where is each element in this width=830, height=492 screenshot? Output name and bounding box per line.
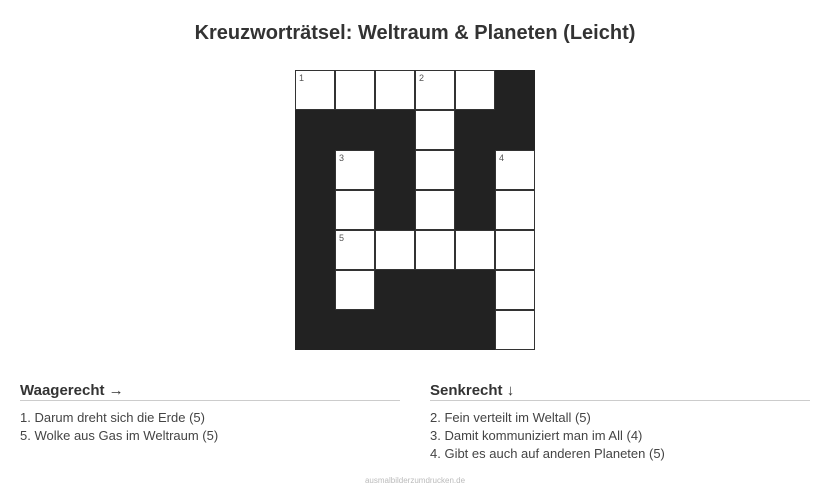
grid-cell[interactable] xyxy=(415,70,455,110)
blocked-cell xyxy=(295,110,335,150)
grid-cell[interactable] xyxy=(375,230,415,270)
clue-number: 3 xyxy=(339,153,345,163)
blocked-cell xyxy=(415,310,455,350)
grid-cell[interactable] xyxy=(495,310,535,350)
blocked-cell xyxy=(335,310,375,350)
blocked-cell xyxy=(295,310,335,350)
clue-item: 2. Fein verteilt im Weltall (5) xyxy=(430,410,591,425)
clue-number: 1 xyxy=(299,73,305,83)
blocked-cell xyxy=(455,270,495,310)
crossword-grid xyxy=(295,70,535,350)
grid-cell[interactable] xyxy=(455,230,495,270)
blocked-cell xyxy=(495,110,535,150)
grid-cell[interactable] xyxy=(295,70,335,110)
grid-cell[interactable] xyxy=(335,270,375,310)
blocked-cell xyxy=(455,310,495,350)
down-clue-list xyxy=(430,409,810,463)
clue-number: 5 xyxy=(339,233,345,243)
grid-cell[interactable] xyxy=(335,230,375,270)
blocked-cell xyxy=(415,270,455,310)
grid-cell[interactable] xyxy=(495,230,535,270)
blocked-cell xyxy=(375,110,415,150)
blocked-cell xyxy=(375,150,415,190)
across-clue-list xyxy=(20,409,400,445)
grid-cell[interactable] xyxy=(375,70,415,110)
clue-number: 4 xyxy=(499,153,505,163)
clue-item: 4. Gibt es auch auf anderen Planeten (5) xyxy=(430,446,665,461)
grid-cell[interactable] xyxy=(415,190,455,230)
across-clues-section xyxy=(20,382,400,445)
blocked-cell xyxy=(375,310,415,350)
grid-cell[interactable] xyxy=(335,190,375,230)
blocked-cell xyxy=(335,110,375,150)
blocked-cell xyxy=(295,190,335,230)
blocked-cell xyxy=(375,190,415,230)
across-heading: Waagerecht → xyxy=(20,382,400,401)
down-heading: Senkrecht ↓ xyxy=(430,382,810,401)
grid-cell[interactable] xyxy=(415,230,455,270)
clue-item: 1. Darum dreht sich die Erde (5) xyxy=(20,410,205,425)
blocked-cell xyxy=(375,270,415,310)
footer-watermark: ausmalbilderzumdrucken.de xyxy=(364,476,466,485)
blocked-cell xyxy=(455,150,495,190)
page-title: Kreuzworträtsel: Weltraum & Planeten (Leicht) xyxy=(194,22,636,44)
clue-item: 5. Wolke aus Gas im Weltraum (5) xyxy=(20,428,219,443)
clue-item: 3. Damit kommuniziert man im All (4) xyxy=(430,428,643,443)
grid-cell[interactable] xyxy=(495,190,535,230)
grid-cell[interactable] xyxy=(495,150,535,190)
grid-cell[interactable] xyxy=(495,270,535,310)
grid-cell[interactable] xyxy=(455,70,495,110)
blocked-cell xyxy=(295,150,335,190)
grid-cell[interactable] xyxy=(415,110,455,150)
grid-cell[interactable] xyxy=(335,150,375,190)
blocked-cell xyxy=(295,230,335,270)
blocked-cell xyxy=(495,70,535,110)
blocked-cell xyxy=(455,190,495,230)
blocked-cell xyxy=(295,270,335,310)
grid-cell[interactable] xyxy=(415,150,455,190)
grid-cell[interactable] xyxy=(335,70,375,110)
down-clues-section xyxy=(430,382,810,463)
clue-number: 2 xyxy=(419,73,425,83)
blocked-cell xyxy=(455,110,495,150)
